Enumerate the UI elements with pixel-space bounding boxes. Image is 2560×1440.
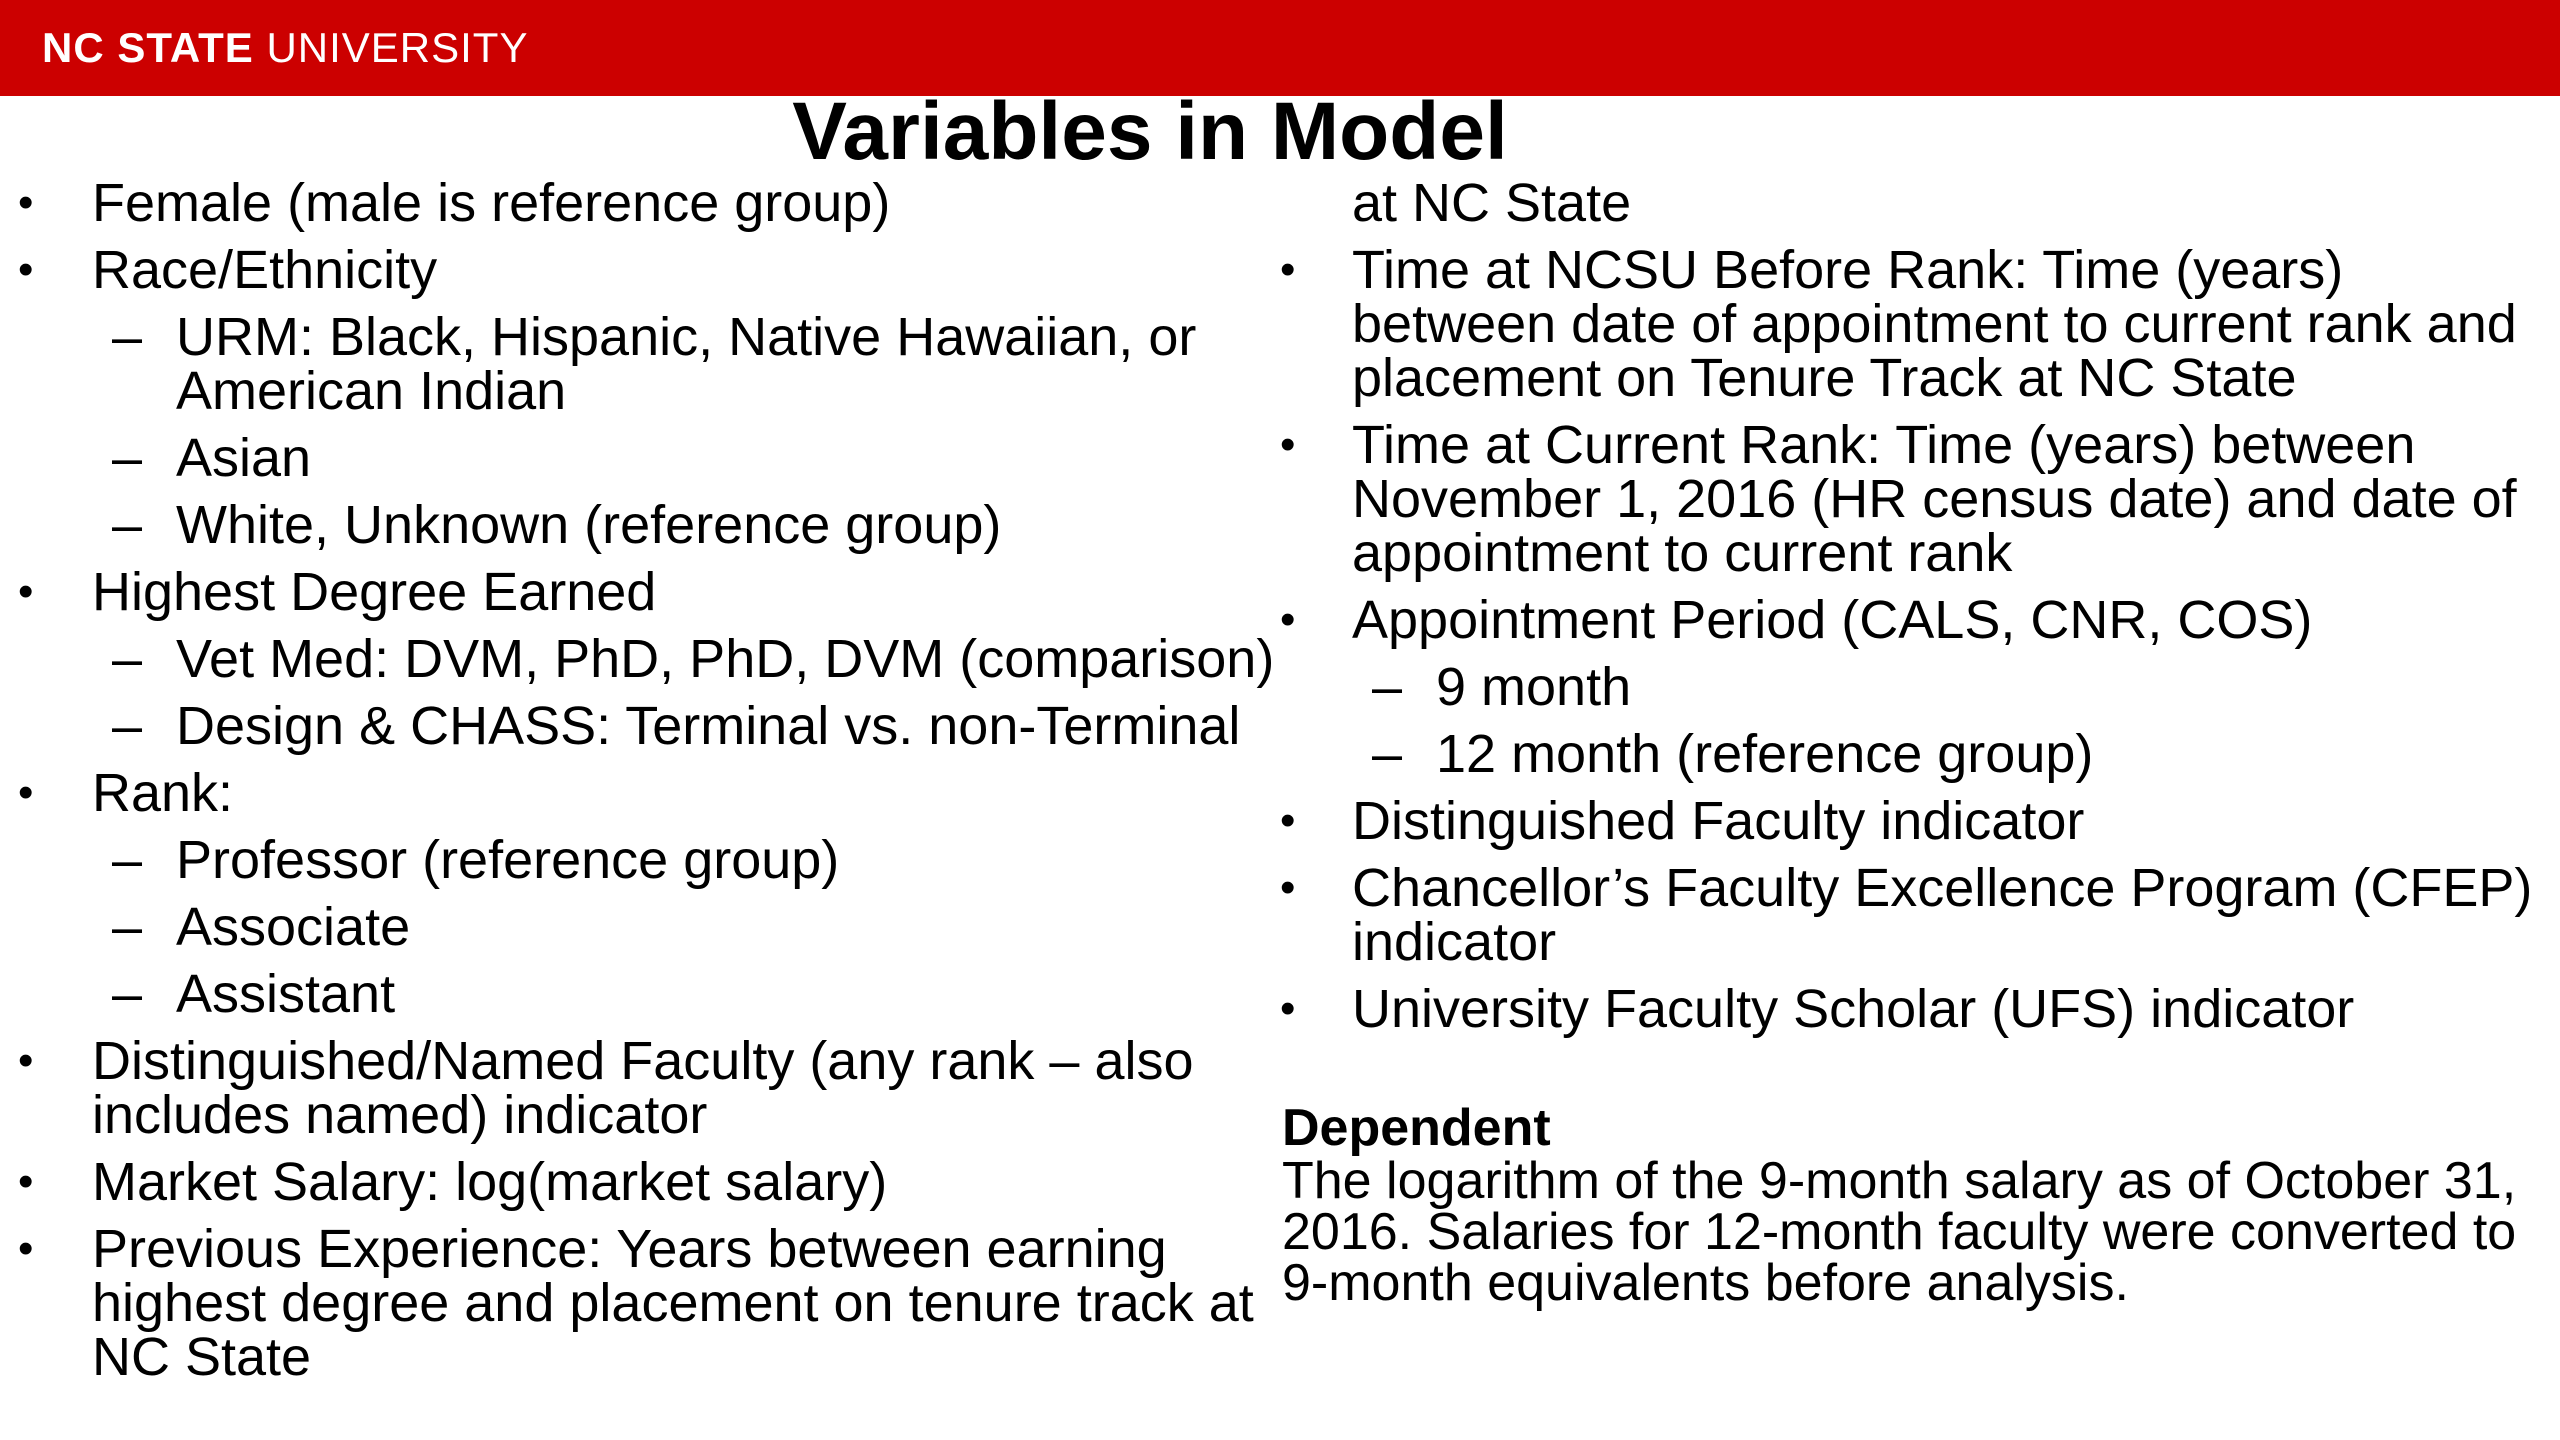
university-banner <box>0 0 2560 96</box>
dash-icon: – <box>1372 657 1403 717</box>
left-column <box>0 173 1290 1397</box>
bullet-icon: • <box>1280 796 1296 845</box>
bullet-icon: • <box>18 567 34 616</box>
list-item: • Race/Ethnicity <box>18 240 438 300</box>
sub-list-item: – 12 month (reference group) <box>1372 724 2094 784</box>
bullet-icon: • <box>1280 245 1296 294</box>
bullet-icon: • <box>1280 984 1296 1033</box>
dash-icon: – <box>112 897 143 957</box>
sub-list-item: – White, Unknown (reference group) <box>112 495 1002 555</box>
sub-list-item: – Assistant <box>112 964 396 1024</box>
list-item: • Female (male is reference group) <box>18 173 891 233</box>
list-item: • Rank: <box>18 763 234 823</box>
brand-bold: NC STATE <box>42 24 254 71</box>
sub-list-item: – Vet Med: DVM, PhD, PhD, DVM (comparison) <box>112 629 1275 689</box>
sub-list-item: – 9 month <box>1372 657 1632 717</box>
list-item: • Time at Current Rank: Time (years) between November 1, 2016 (HR census date) and date of appointment to current rank <box>1280 415 2517 583</box>
list-item: • Distinguished Faculty indicator <box>1280 791 2085 851</box>
right-column <box>1270 173 2560 1049</box>
dependent-heading: Dependent <box>1282 1099 1551 1157</box>
list-item: • Distinguished/Named Faculty (any rank – also includes named) indicator <box>18 1031 1194 1145</box>
list-item: • Previous Experience: Years between earning highest degree and placement on tenure track at NC State <box>18 1219 1254 1387</box>
list-item: • Highest Degree Earned <box>18 562 657 622</box>
list-item: • Time at NCSU Before Rank: Time (years) between date of appointment to current rank and placement on Tenure Track at NC State <box>1280 240 2517 408</box>
list-item: • University Faculty Scholar (UFS) indicator <box>1280 979 2355 1039</box>
dash-icon: – <box>112 696 143 756</box>
list-item: • Appointment Period (CALS, CNR, COS) <box>1280 590 2313 650</box>
university-logo <box>42 24 528 72</box>
bullet-icon: • <box>1280 595 1296 644</box>
bullet-icon: • <box>18 1224 34 1273</box>
sub-list-item: – URM: Black, Hispanic, Native Hawaiian, or American Indian <box>112 307 1197 421</box>
dash-icon: – <box>112 428 143 488</box>
dependent-variable-box <box>1282 1099 2552 1312</box>
bullet-icon: • <box>18 1036 34 1085</box>
list-item: • Market Salary: log(market salary) <box>18 1152 888 1212</box>
sub-list-item: – Asian <box>112 428 312 488</box>
bullet-icon: • <box>18 1157 34 1206</box>
sub-list-item: – Design & CHASS: Terminal vs. non-Terminal <box>112 696 1241 756</box>
sub-list-item: – Associate <box>112 897 411 957</box>
dash-icon: – <box>112 830 143 890</box>
dash-icon: – <box>112 629 143 689</box>
dash-icon: – <box>112 307 143 367</box>
list-item-continuation: at NC State <box>1352 173 1632 233</box>
dash-icon: – <box>1372 724 1403 784</box>
slide-title: Variables in Model <box>792 86 1508 177</box>
bullet-icon: • <box>18 768 34 817</box>
dependent-description: The logarithm of the 9-month salary as of October 31, 2016. Salaries for 12-month faculty were converted to 9-month equivalents before analysis. <box>1282 1152 2517 1312</box>
dash-icon: – <box>112 495 143 555</box>
bullet-icon: • <box>1280 420 1296 469</box>
dash-icon: – <box>112 964 143 1024</box>
list-item: • Chancellor’s Faculty Excellence Program (CFEP) indicator <box>1280 858 2533 972</box>
sub-list-item: – Professor (reference group) <box>112 830 840 890</box>
bullet-icon: • <box>1280 863 1296 912</box>
bullet-icon: • <box>18 245 34 294</box>
brand-light: UNIVERSITY <box>266 24 529 71</box>
bullet-icon: • <box>18 178 34 227</box>
